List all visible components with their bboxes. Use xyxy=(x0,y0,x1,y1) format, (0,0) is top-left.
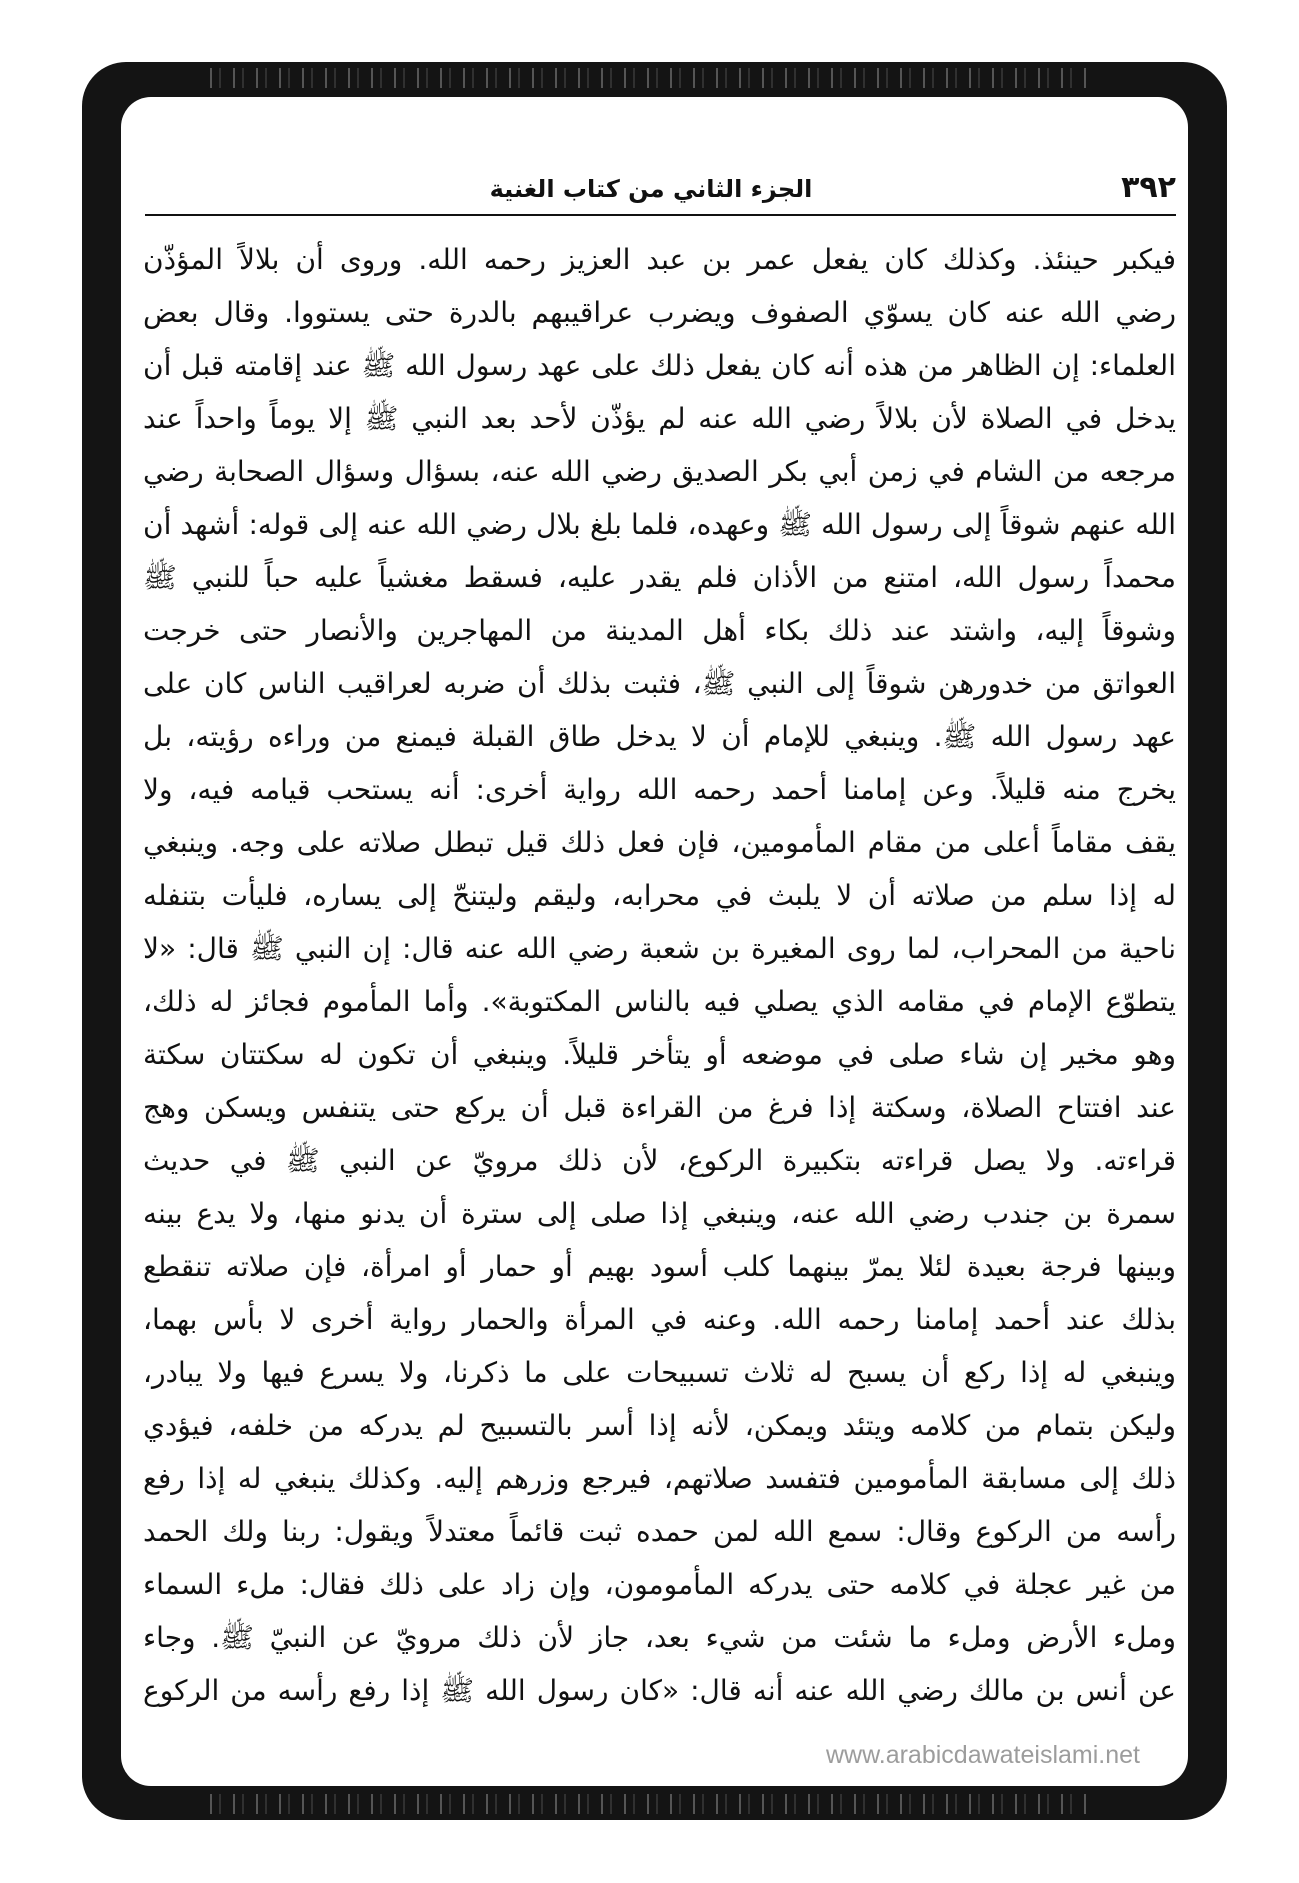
text-line: قراءته. ولا يصل قراءته بتكبيرة الركوع، لأن ذلك مرويّ عن النبي ﷺ في حديث xyxy=(143,1144,1176,1177)
text-line: ناحية من المحراب، لما روى المغيرة بن شعبة رضي الله عنه قال: إن النبي ﷺ قال: «لا xyxy=(143,932,1176,965)
text-line: بذلك عند أحمد إمامنا رحمه الله. وعنه في المرأة والحمار رواية أخرى لا بأس بهما، xyxy=(143,1303,1176,1336)
text-line: رضي الله عنه كان يسوّي الصفوف ويضرب عراقيبهم بالدرة حتى يستووا. وقال بعض xyxy=(143,296,1176,329)
text-line: وبينها فرجة بعيدة لئلا يمرّ بينهما كلب أسود بهيم أو حمار أو امرأة، فإن صلاته تنقطع xyxy=(143,1250,1176,1283)
text-line: وشوقاً إليه، واشتد عند ذلك بكاء أهل المدينة من المهاجرين والأنصار حتى خرجت xyxy=(143,614,1176,647)
text-line: وليكن بتمام من كلامه ويتئد ويمكن، لأنه إذا أسر بالتسبيح لم يدركه من خلفه، فيؤدي xyxy=(143,1409,1176,1442)
text-line: من غير عجلة في كلامه حتى يدركه المأمومون، وإن زاد على ذلك فقال: ملء السماء xyxy=(143,1568,1176,1601)
body-text xyxy=(143,233,1176,1717)
text-line: له إذا سلم من صلاته أن لا يلبث في محرابه، وليقم وليتنحّ إلى يساره، فليأت بتنفله xyxy=(143,879,1176,912)
scan-noise-bottom xyxy=(210,1794,1090,1814)
text-line: عهد رسول الله ﷺ. وينبغي للإمام أن لا يدخل طاق القبلة فيمنع من وراءه رؤيته، بل xyxy=(143,720,1176,753)
text-line: مرجعه من الشام في زمن أبي بكر الصديق رضي الله عنه، بسؤال وسؤال الصحابة رضي xyxy=(143,455,1176,488)
running-header-title: الجزء الثاني من كتاب الغنية xyxy=(489,175,813,203)
text-line: يدخل في الصلاة لأن بلالاً رضي الله عنه لم يؤذّن لأحد بعد النبي ﷺ إلا يوماً واحداً عند xyxy=(143,402,1176,435)
text-line: يخرج منه قليلاً. وعن إمامنا أحمد رحمه الله رواية أخرى: أنه يستحب قيامه فيه، ولا xyxy=(143,773,1176,806)
text-line: وملء الأرض وملء ما شئت من شيء بعد، جاز لأن ذلك مرويّ عن النبيّ ﷺ. وجاء xyxy=(143,1621,1176,1654)
text-line: وينبغي له إذا ركع أن يسبح له ثلاث تسبيحات على ما ذكرنا، ولا يسرع فيها ولا يبادر، xyxy=(143,1356,1176,1389)
text-line: رأسه من الركوع وقال: سمع الله لمن حمده ثبت قائماً معتدلاً ويقول: ربنا ولك الحمد xyxy=(143,1515,1176,1548)
text-line: يقف مقاماً أعلى من مقام المأمومين، فإن فعل ذلك قيل تبطل صلاته على وجه. وينبغي xyxy=(143,826,1176,859)
site-watermark: www.arabicdawateislami.net xyxy=(825,1741,1140,1769)
text-line: عن أنس بن مالك رضي الله عنه أنه قال: «كان رسول الله ﷺ إذا رفع رأسه من الركوع xyxy=(143,1674,1176,1707)
page-number: ٣٩٢ xyxy=(1121,170,1176,205)
text-line: وهو مخير إن شاء صلى في موضعه أو يتأخر قليلاً. وينبغي أن تكون له سكتتان سكتة xyxy=(143,1038,1176,1071)
text-line: محمداً رسول الله، امتنع من الأذان فلم يقدر عليه، فسقط مغشياً عليه حباً للنبي ﷺ xyxy=(143,561,1176,594)
header-rule xyxy=(145,214,1176,216)
scan-noise-top xyxy=(210,68,1090,88)
text-line: ذلك إلى مسابقة المأمومين فتفسد صلاتهم، فيرجع وزرهم إليه. وكذلك ينبغي له إذا رفع xyxy=(143,1462,1176,1495)
text-line: العلماء: إن الظاهر من هذه أنه كان يفعل ذلك على عهد رسول الله ﷺ عند إقامته قبل أن xyxy=(143,349,1176,382)
text-line: فيكبر حينئذ. وكذلك كان يفعل عمر بن عبد العزيز رحمه الله. وروى أن بلالاً المؤذّن xyxy=(143,243,1176,276)
text-line: عند افتتاح الصلاة، وسكتة إذا فرغ من القراءة قبل أن يركع حتى يتنفس ويسكن وهج xyxy=(143,1091,1176,1124)
text-line: سمرة بن جندب رضي الله عنه، وينبغي إذا صلى إلى سترة أن يدنو منها، ولا يدع بينه xyxy=(143,1197,1176,1230)
text-line: يتطوّع الإمام في مقامه الذي يصلي فيه بالناس المكتوبة». وأما المأموم فجائز له ذلك، xyxy=(143,985,1176,1018)
text-line: الله عنهم شوقاً إلى رسول الله ﷺ وعهده، فلما بلغ بلال رضي الله عنه إلى قوله: أشهد أن xyxy=(143,508,1176,541)
text-line: العواتق من خدورهن شوقاً إلى النبي ﷺ، فثبت بذلك أن ضربه لعراقيب الناس كان على xyxy=(143,667,1176,700)
